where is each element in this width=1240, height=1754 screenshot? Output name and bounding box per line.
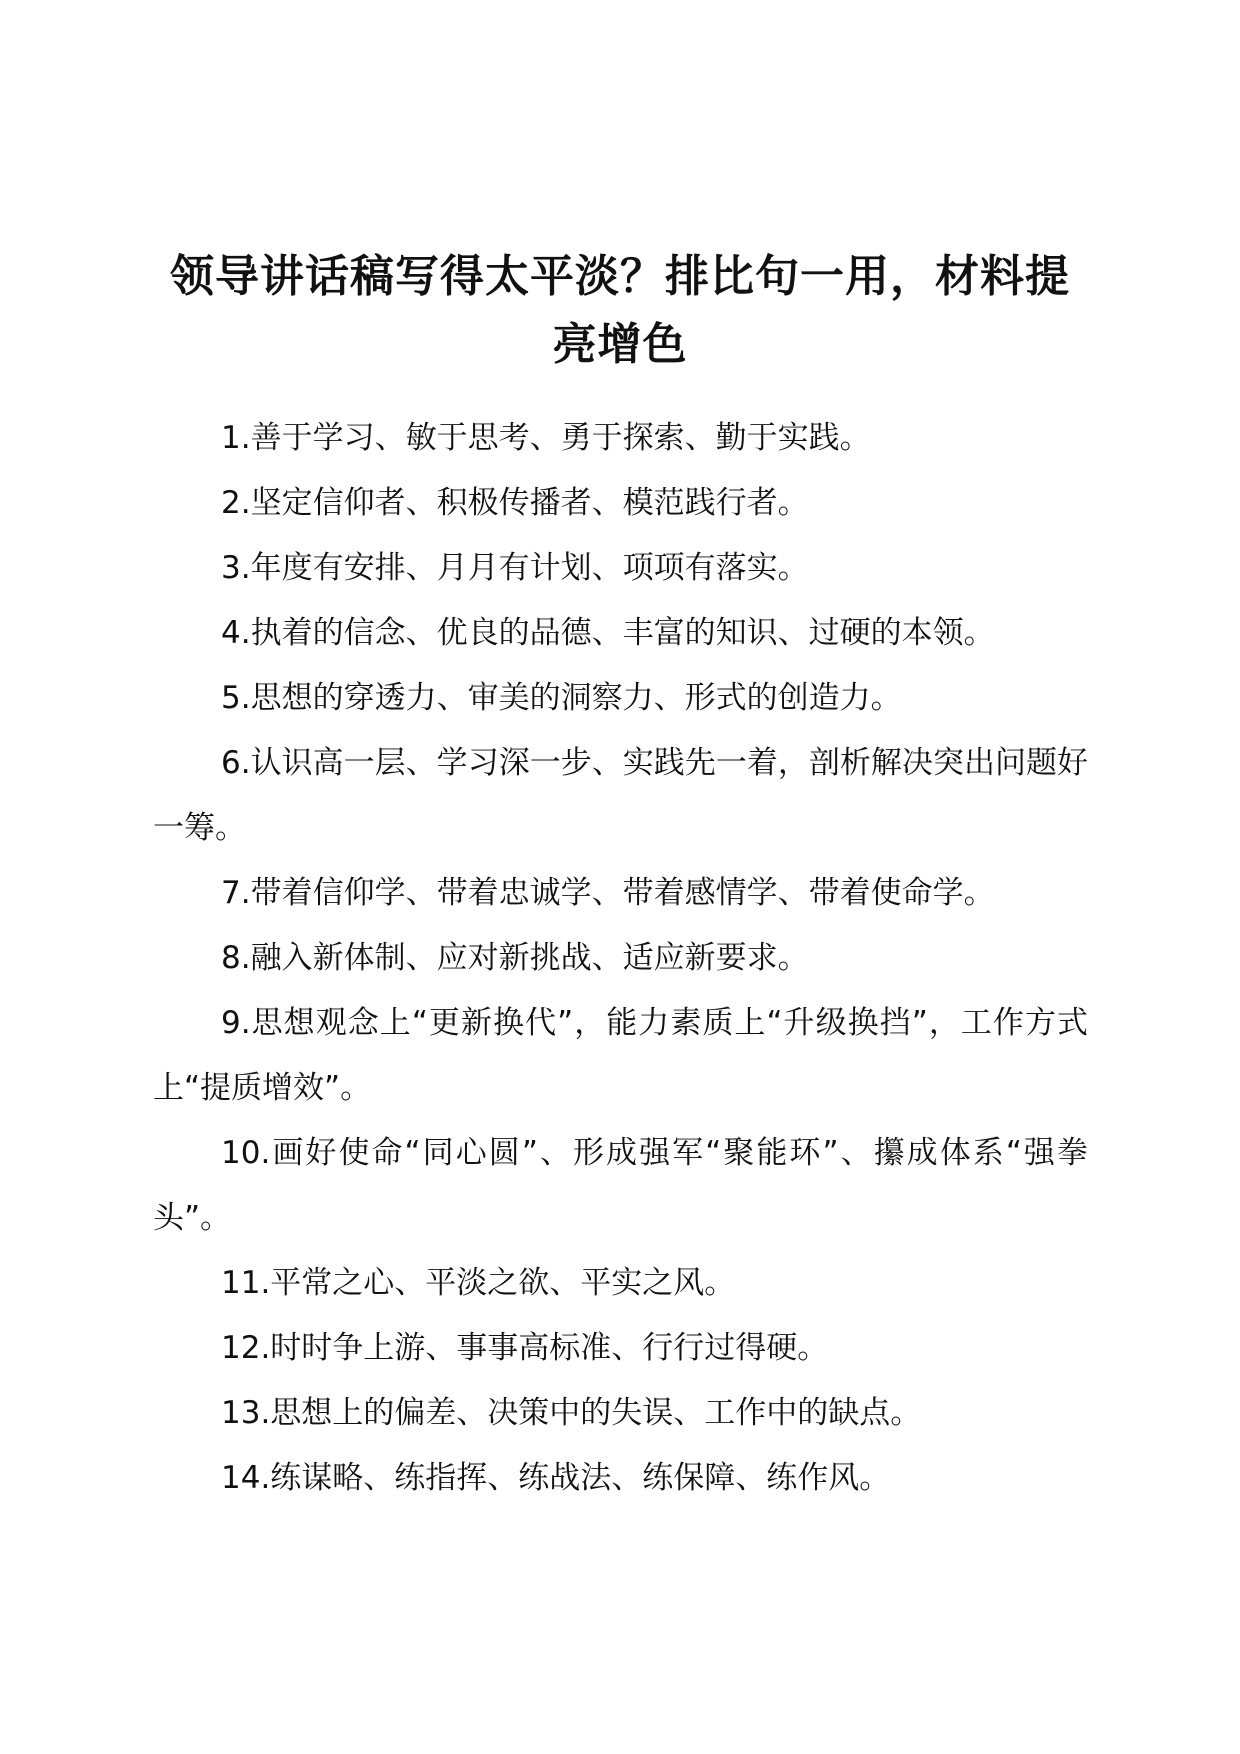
list-item: 1.善于学习、敏于思考、勇于探索、勤于实践。 (221, 420, 871, 456)
list-item: 6.认识高一层、学习深一步、实践先一着，剖析解决突出问题好一筹。 (153, 745, 1088, 846)
list-item: 9.思想观念上“更新换代”，能力素质上“升级换挡”，工作方式上“提质增效”。 (153, 1005, 1088, 1106)
list-item: 8.融入新体制、应对新挑战、适应新要求。 (221, 940, 809, 976)
list-item: 12.时时争上游、事事高标准、行行过得硬。 (221, 1330, 829, 1366)
list-item: 4.执着的信念、优良的品德、丰富的知识、过硬的本领。 (221, 615, 995, 651)
list-item: 5.思想的穿透力、审美的洞察力、形式的创造力。 (221, 680, 902, 716)
list-item: 3.年度有安排、月月有计划、项项有落实。 (221, 550, 809, 586)
list-item: 11.平常之心、平淡之欲、平实之风。 (221, 1265, 736, 1301)
list-item: 7.带着信仰学、带着忠诚学、带着感情学、带着使命学。 (221, 875, 995, 911)
document-title: 领导讲话稿写得太平淡？排比句一用，材料提亮增色 (170, 251, 1070, 370)
document-body (153, 406, 1088, 1511)
list-item: 13.思想上的偏差、决策中的失误、工作中的缺点。 (221, 1395, 922, 1431)
list-item: 2.坚定信仰者、积极传播者、模范践行者。 (221, 485, 809, 521)
list-item: 10.画好使命“同心圆”、形成强军“聚能环”、攥成体系“强拳头”。 (153, 1135, 1088, 1236)
list-item: 14.练谋略、练指挥、练战法、练保障、练作风。 (221, 1460, 891, 1496)
